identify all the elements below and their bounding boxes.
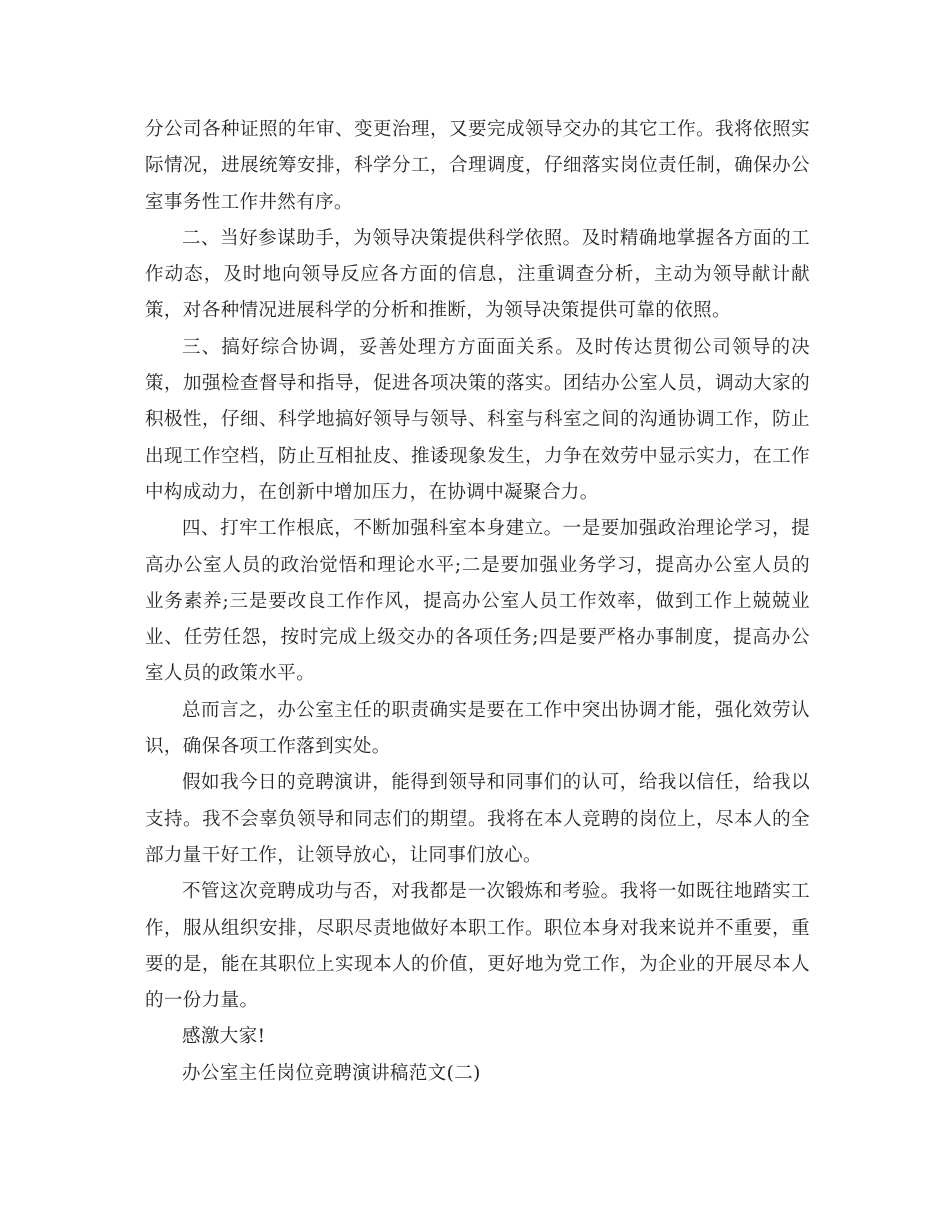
paragraph-thanks: 感激大家! [182,1026,266,1048]
paragraph-summary: 总而言之，办公室主任的职责确实是要在工作中突出协调才能，强化效劳认识，确保各项工作落到实处。 [145,699,810,758]
paragraph-continuation: 分公司各种证照的年审、变更治理，又要完成领导交办的其它工作。我将依照实际情况，进展统筹安排，科学分工，合理调度，仔细落实岗位责任制，确保办公室事务性工作井然有序。 [145,119,810,213]
paragraph-section-three: 三、搞好综合协调，妥善处理方方面面关系。及时传达贯彻公司领导的决策，加强检查督导和指导，促进各项决策的落实。团结办公室人员，调动大家的积极性，仔细、科学地搞好领导与领导、科室与科室之间的沟通协调工作，防止出现工作空档，防止互相扯皮、推诿现象发生，力争在效劳中显示实力，在工作中构成动力，在创新中增加压力，在协调中凝聚合力。 [145,336,810,503]
document-body [145,112,810,1092]
paragraph-section-two: 二、当好参谋助手，为领导决策提供科学依照。及时精确地掌握各方面的工作动态，及时地向领导反应各方面的信息，注重调查分析，主动为领导献计献策，对各种情况进展科学的分析和推断，为领导决策提供可靠的依照。 [145,227,810,322]
paragraph-section-four: 四、打牢工作根底，不断加强科室本身建立。一是要加强政治理论学习，提高办公室人员的政治觉悟和理论水平;二是要加强业务学习，提高办公室人员的业务素养;三是要改良工作作风，提高办公室人员工作效率，做到工作上兢兢业业、任劳任怨，按时完成上级交办的各项任务;四是要严格办事制度，提高办公室人员的政策水平。 [145,518,810,685]
paragraph-commitment: 不管这次竞聘成功与否，对我都是一次锻炼和考验。我将一如既往地踏实工作，服从组织安排，尽职尽责地做好本职工作。职位本身对我来说并不重要，重要的是，能在其职位上实现本人的价值，更好地为党工作，为企业的开展尽本人的一份力量。 [145,881,810,1012]
next-article-title: 办公室主任岗位竞聘演讲稿范文(二) [182,1062,481,1084]
paragraph-hope: 假如我今日的竞聘演讲，能得到领导和同事们的认可，给我以信任，给我以支持。我不会辜负领导和同志们的期望。我将在本人竞聘的岗位上，尽本人的全部力量干好工作，让领导放心，让同事们放心。 [145,772,810,866]
